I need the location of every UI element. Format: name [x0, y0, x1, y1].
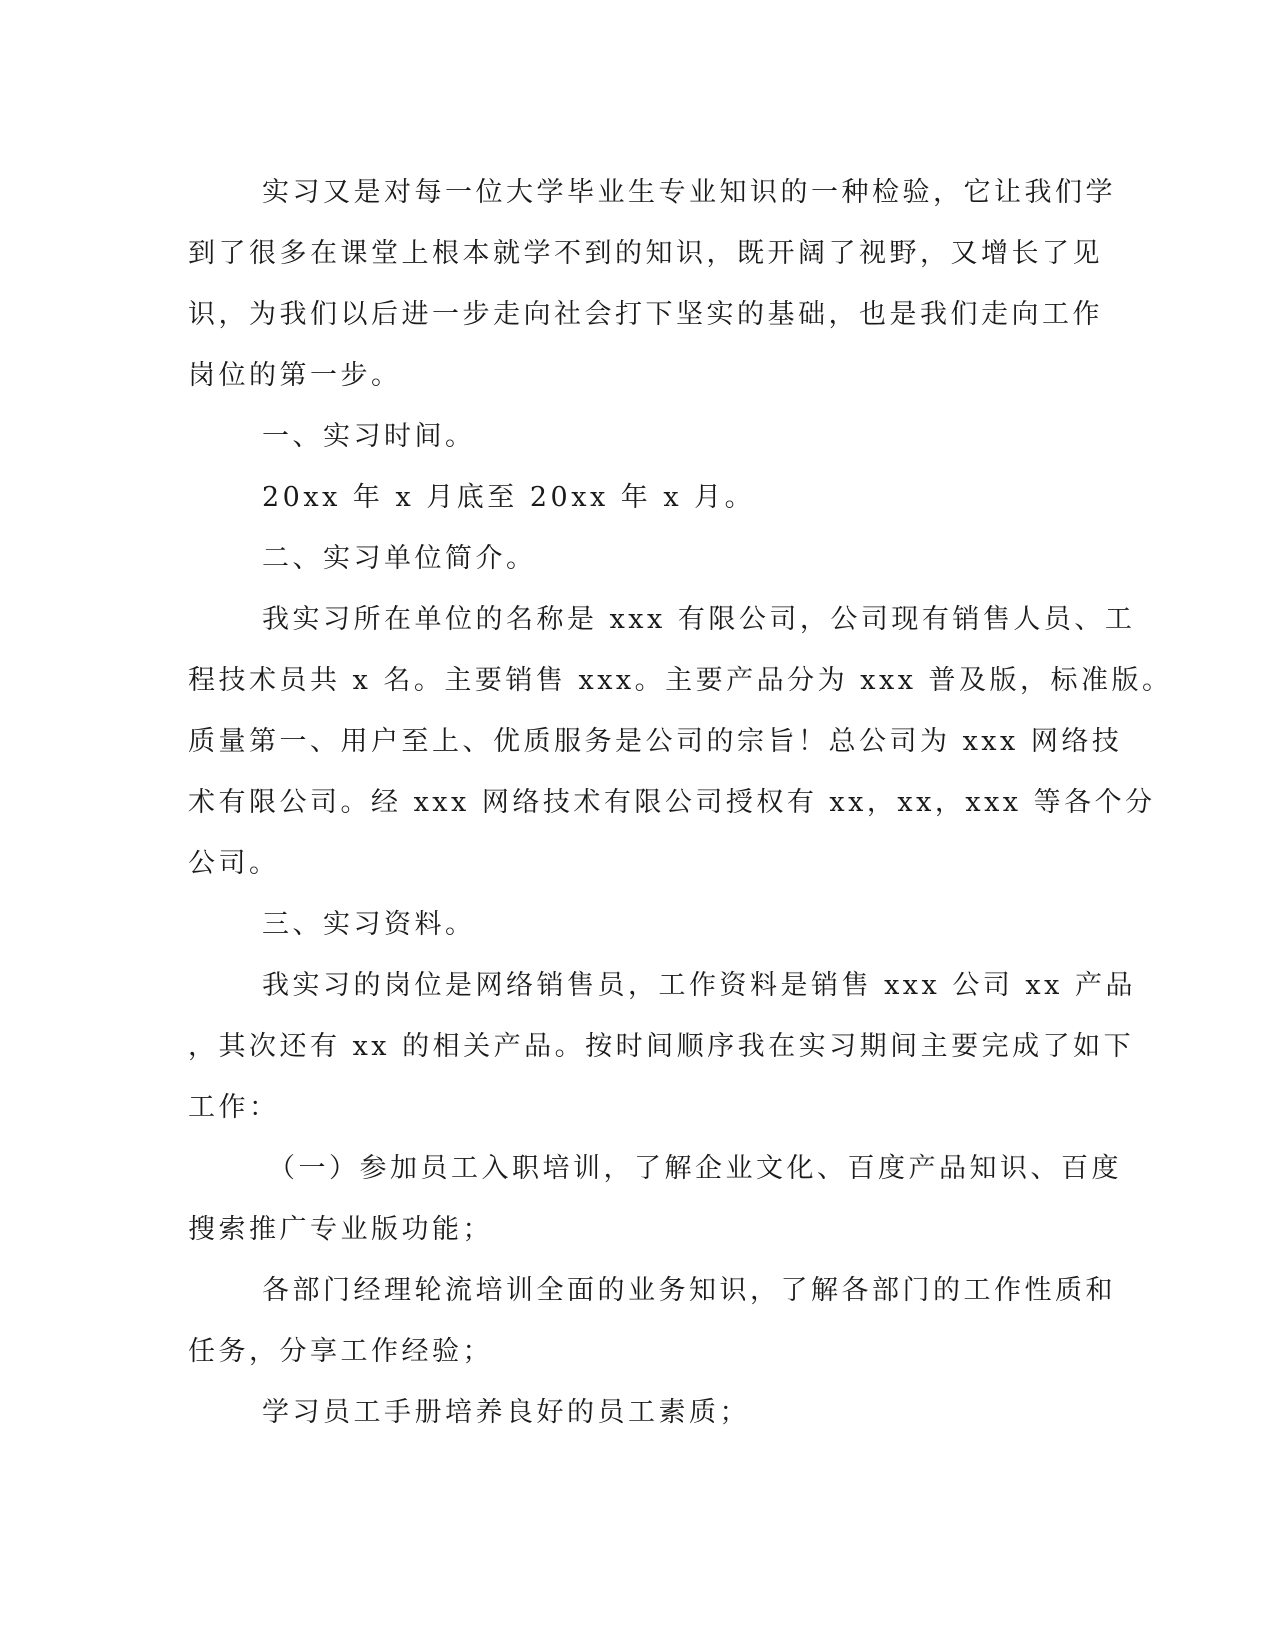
paragraph-line: 20xx 年 x 月底至 20xx 年 x 月。 — [262, 482, 756, 513]
paragraph-line: ，其次还有 xx 的相关产品。按时间顺序我在实习期间主要完成了如下 — [188, 1031, 1135, 1062]
paragraph-line: 我实习所在单位的名称是 xxx 有限公司，公司现有销售人员、工 — [262, 604, 1136, 635]
paragraph-line: 各部门经理轮流培训全面的业务知识，了解各部门的工作性质和 — [262, 1275, 1116, 1306]
paragraph-line: 任务，分享工作经验； — [188, 1336, 493, 1367]
section-heading: 三、实习资料。 — [262, 909, 476, 940]
paragraph-line: 岗位的第一步。 — [188, 360, 402, 391]
paragraph-line: 程技术员共 x 名。主要销售 xxx。主要产品分为 xxx 普及版，标准版。 — [188, 665, 1173, 696]
paragraph-line: 术有限公司。经 xxx 网络技术有限公司授权有 xx，xx，xxx 等各个分 — [188, 787, 1156, 818]
paragraph-line: 公司。 — [188, 848, 280, 879]
paragraph-line: 实习又是对每一位大学毕业生专业知识的一种检验，它让我们学 — [262, 177, 1116, 208]
paragraph-line: 工作： — [188, 1092, 280, 1123]
section-heading: 二、实习单位简介。 — [262, 543, 537, 574]
paragraph-line: 到了很多在课堂上根本就学不到的知识，既开阔了视野，又增长了见 — [188, 238, 1103, 269]
paragraph-line: 质量第一、用户至上、优质服务是公司的宗旨！总公司为 xxx 网络技 — [188, 726, 1123, 757]
paragraph-line: 学习员工手册培养良好的员工素质； — [262, 1397, 750, 1428]
list-item-line: 搜索推广专业版功能； — [188, 1214, 493, 1245]
paragraph-line: 我实习的岗位是网络销售员，工作资料是销售 xxx 公司 xx 产品 — [262, 970, 1136, 1001]
list-item-line: （一）参加员工入职培训，了解企业文化、百度产品知识、百度 — [268, 1153, 1122, 1184]
paragraph-line: 识，为我们以后进一步走向社会打下坚实的基础，也是我们走向工作 — [188, 299, 1103, 330]
section-heading: 一、实习时间。 — [262, 421, 476, 452]
document-body — [188, 162, 1173, 1443]
